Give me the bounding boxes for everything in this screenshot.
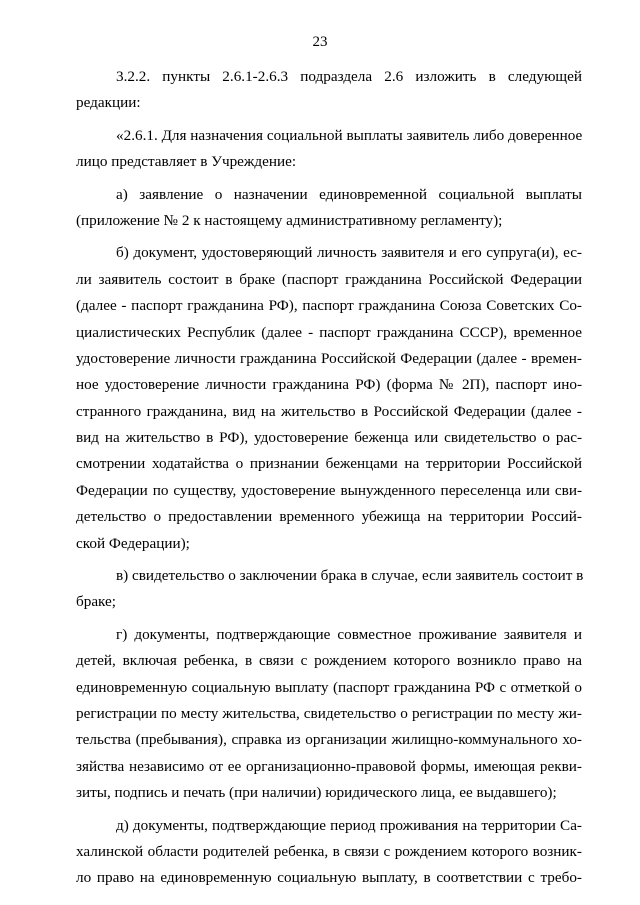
text-line: браке; xyxy=(76,593,117,611)
text-line: «2.6.1. Для назначения социальной выплаты заявитель либо доверенное xyxy=(116,126,583,144)
text-line: регистрации по месту жительства, свидетельство о регистрации по месту жи- xyxy=(76,704,582,722)
text-line: ли заявитель состоит в браке (паспорт гражданина Российской Федерации xyxy=(76,270,582,288)
text-line: (далее - паспорт гражданина РФ), паспорт гражданина Союза Советских Со- xyxy=(76,297,582,315)
paragraph-item-b xyxy=(76,240,582,557)
text-line: единовременную социальную выплату (паспорт гражданина РФ с отметкой о xyxy=(76,678,582,696)
text-line: 3.2.2. пункты 2.6.1-2.6.3 подраздела 2.6 изложить в следующей xyxy=(116,68,582,85)
text-line: д) документы, подтверждающие период проживания на территории Са- xyxy=(116,816,582,834)
text-line: тельства (пребывания), справка из организации жилищно-коммунального хо- xyxy=(76,731,582,749)
text-line: детельство о предоставлении временного убежища на территории Россий- xyxy=(76,508,582,526)
text-line: (приложение № 2 к настоящему административному регламенту); xyxy=(76,211,503,229)
text-line: странного гражданина, вид на жительство в Российской Федерации (далее - xyxy=(76,402,582,420)
text-line: удостоверение личности гражданина Российской Федерации (далее - времен- xyxy=(76,349,582,367)
text-line: г) документы, подтверждающие совместное проживание заявителя и xyxy=(116,625,582,643)
paragraph-item-d xyxy=(76,813,582,892)
text-line: Федерации по существу, удостоверение вынужденного переселенца или сви- xyxy=(76,481,582,499)
text-line: детей, включая ребенка, в связи с рождением которого возникло право на xyxy=(76,652,582,670)
text-line: зиты, подпись и печать (при наличии) юридического лица, ее выдавшего); xyxy=(76,784,557,802)
paragraph-item-g xyxy=(76,622,582,807)
text-line: редакции: xyxy=(76,94,141,112)
text-line: а) заявление о назначении единовременной социальной выплаты xyxy=(116,185,582,203)
paragraph-item-v xyxy=(76,563,582,616)
text-line: зяйства независимо от ее организационно-правовой формы, имеющая рекви- xyxy=(76,757,582,775)
paragraph-2-6-1 xyxy=(76,123,582,176)
text-line: халинской области родителей ребенка, в связи с рождением которого возник- xyxy=(76,842,582,860)
text-line: б) документ, удостоверяющий личность заявителя и его супруга(и), ес- xyxy=(116,244,582,262)
document-body xyxy=(76,64,582,898)
text-line: вид на жительство в РФ), удостоверение беженца или свидетельство о рас- xyxy=(76,429,582,447)
text-line: ное удостоверение личности гражданина РФ) (форма № 2П), паспорт ино- xyxy=(76,376,582,394)
paragraph-item-a xyxy=(76,182,582,235)
page-number: 23 xyxy=(312,34,328,50)
text-line: лицо представляет в Учреждение: xyxy=(76,153,297,171)
text-line: ло право на единовременную социальную выплату, в соответствии с требо- xyxy=(76,869,582,887)
text-line: смотрении ходатайства о признании беженцами на территории Российской xyxy=(76,455,582,473)
text-line: циалистических Республик (далее - паспорт гражданина СССР), временное xyxy=(76,323,582,341)
text-line: ской Федерации); xyxy=(76,534,190,552)
text-line: в) свидетельство о заключении брака в случае, если заявитель состоит в xyxy=(116,567,584,585)
paragraph-3-2-2 xyxy=(76,64,582,117)
